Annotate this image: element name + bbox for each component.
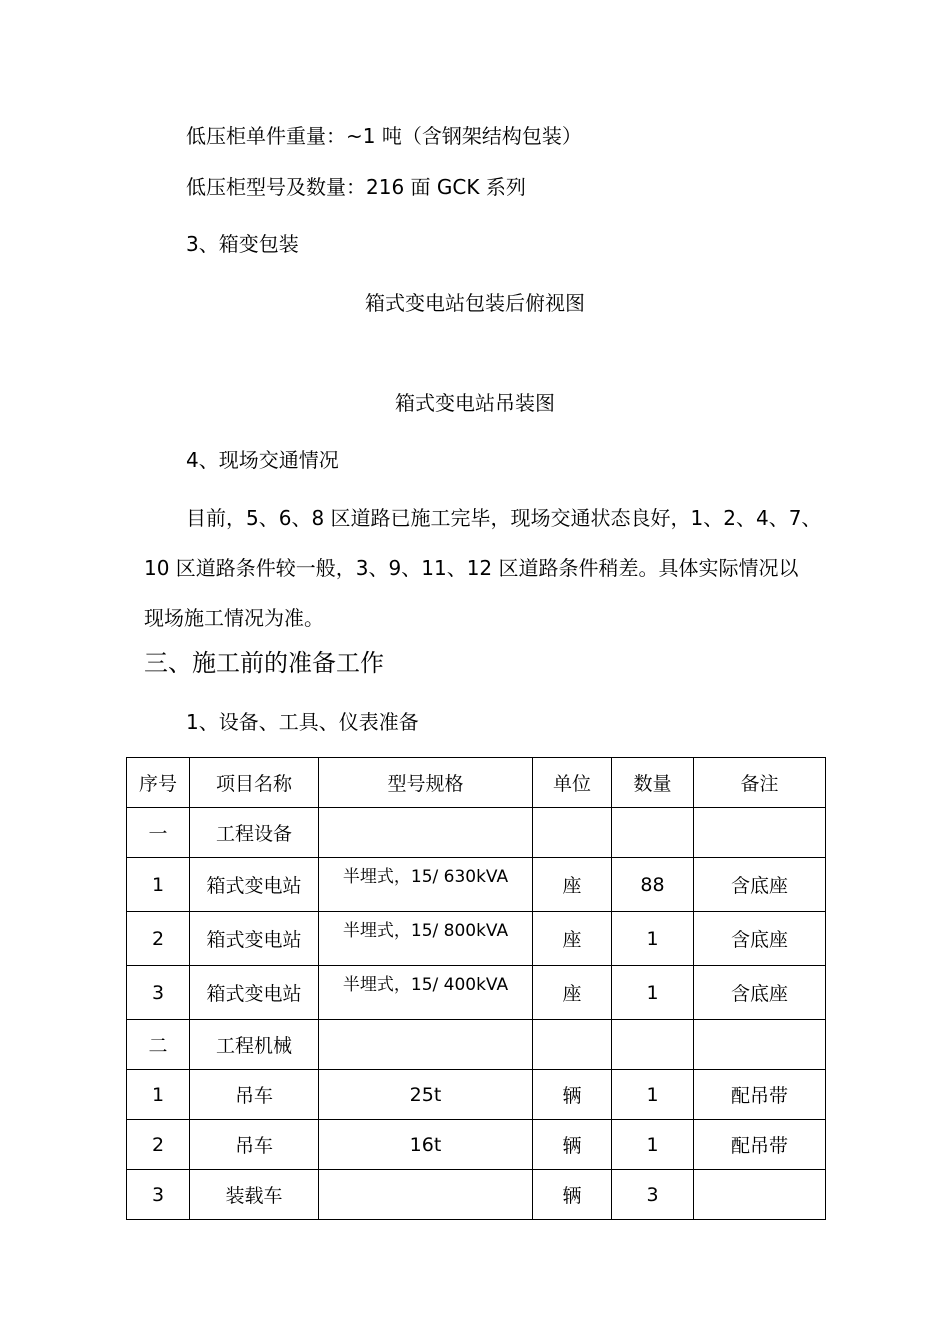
cell-index: 二 [127, 1020, 190, 1070]
cell-spec: 半埋式，15/ 630kVA [319, 858, 533, 912]
weight-line: 低压柜单件重量：~1 吨（含钢架结构包装） [186, 124, 582, 148]
cell-unit: 座 [533, 858, 612, 912]
cell-unit: 座 [533, 966, 612, 1020]
cell-remarks: 配吊带 [694, 1120, 826, 1170]
cell-spec [319, 808, 533, 858]
cell-index: 一 [127, 808, 190, 858]
caption-lifting: 箱式变电站吊装图 [395, 391, 555, 415]
cell-index: 1 [127, 1070, 190, 1120]
cell-spec [319, 1020, 533, 1070]
cell-index: 3 [127, 1170, 190, 1220]
header-remarks: 备注 [694, 758, 826, 808]
cell-spec [319, 1170, 533, 1220]
cell-remarks [694, 1020, 826, 1070]
section-4-heading: 4、现场交通情况 [186, 448, 339, 472]
cell-item-name: 装载车 [190, 1170, 319, 1220]
cell-unit: 辆 [533, 1070, 612, 1120]
caption-top-view: 箱式变电站包装后俯视图 [365, 291, 585, 315]
cell-remarks [694, 1170, 826, 1220]
cell-quantity: 1 [612, 1070, 694, 1120]
cell-item-name: 吊车 [190, 1120, 319, 1170]
cell-index: 2 [127, 1120, 190, 1170]
model-line: 低压柜型号及数量：216 面 GCK 系列 [186, 175, 526, 199]
cell-item-name: 工程设备 [190, 808, 319, 858]
cell-unit [533, 808, 612, 858]
cell-item-name: 箱式变电站 [190, 858, 319, 912]
table-header-row [127, 758, 826, 808]
table-row [127, 1070, 826, 1120]
table-row [127, 858, 826, 912]
cell-item-name: 箱式变电站 [190, 966, 319, 1020]
cell-unit: 座 [533, 912, 612, 966]
cell-item-name: 箱式变电站 [190, 912, 319, 966]
cell-remarks: 含底座 [694, 966, 826, 1020]
chapter-3-heading: 三、施工前的准备工作 [144, 649, 384, 677]
cell-unit [533, 1020, 612, 1070]
cell-spec: 25t [319, 1070, 533, 1120]
cell-unit: 辆 [533, 1170, 612, 1220]
cell-quantity: 3 [612, 1170, 694, 1220]
table-row [127, 1120, 826, 1170]
cell-quantity: 1 [612, 966, 694, 1020]
header-unit: 单位 [533, 758, 612, 808]
cell-spec: 半埋式，15/ 800kVA [319, 912, 533, 966]
header-item-name: 项目名称 [190, 758, 319, 808]
header-spec: 型号规格 [319, 758, 533, 808]
cell-remarks: 含底座 [694, 912, 826, 966]
cell-spec: 半埋式，15/ 400kVA [319, 966, 533, 1020]
table-row [127, 1170, 826, 1220]
cell-item-name: 工程机械 [190, 1020, 319, 1070]
cell-remarks: 含底座 [694, 858, 826, 912]
paragraph-line-2: 10 区道路条件较一般，3、9、11、12 区道路条件稍差。具体实际情况以 [144, 556, 799, 580]
section-3-heading: 3、箱变包装 [186, 232, 299, 256]
header-index: 序号 [127, 758, 190, 808]
cell-quantity: 1 [612, 912, 694, 966]
cell-quantity [612, 1020, 694, 1070]
cell-quantity [612, 808, 694, 858]
cell-unit: 辆 [533, 1120, 612, 1170]
table-row [127, 808, 826, 858]
table-row [127, 1020, 826, 1070]
subsection-1-heading: 1、设备、工具、仪表准备 [186, 710, 419, 734]
equipment-table [126, 757, 826, 1220]
paragraph-line-1: 目前，5、6、8 区道路已施工完毕，现场交通状态良好，1、2、4、7、 [186, 506, 822, 530]
cell-quantity: 1 [612, 1120, 694, 1170]
cell-index: 1 [127, 858, 190, 912]
cell-remarks: 配吊带 [694, 1070, 826, 1120]
cell-item-name: 吊车 [190, 1070, 319, 1120]
cell-index: 2 [127, 912, 190, 966]
paragraph-line-3: 现场施工情况为准。 [144, 606, 324, 630]
cell-quantity: 88 [612, 858, 694, 912]
cell-index: 3 [127, 966, 190, 1020]
table-row [127, 912, 826, 966]
cell-remarks [694, 808, 826, 858]
table-row [127, 966, 826, 1020]
cell-spec: 16t [319, 1120, 533, 1170]
header-quantity: 数量 [612, 758, 694, 808]
